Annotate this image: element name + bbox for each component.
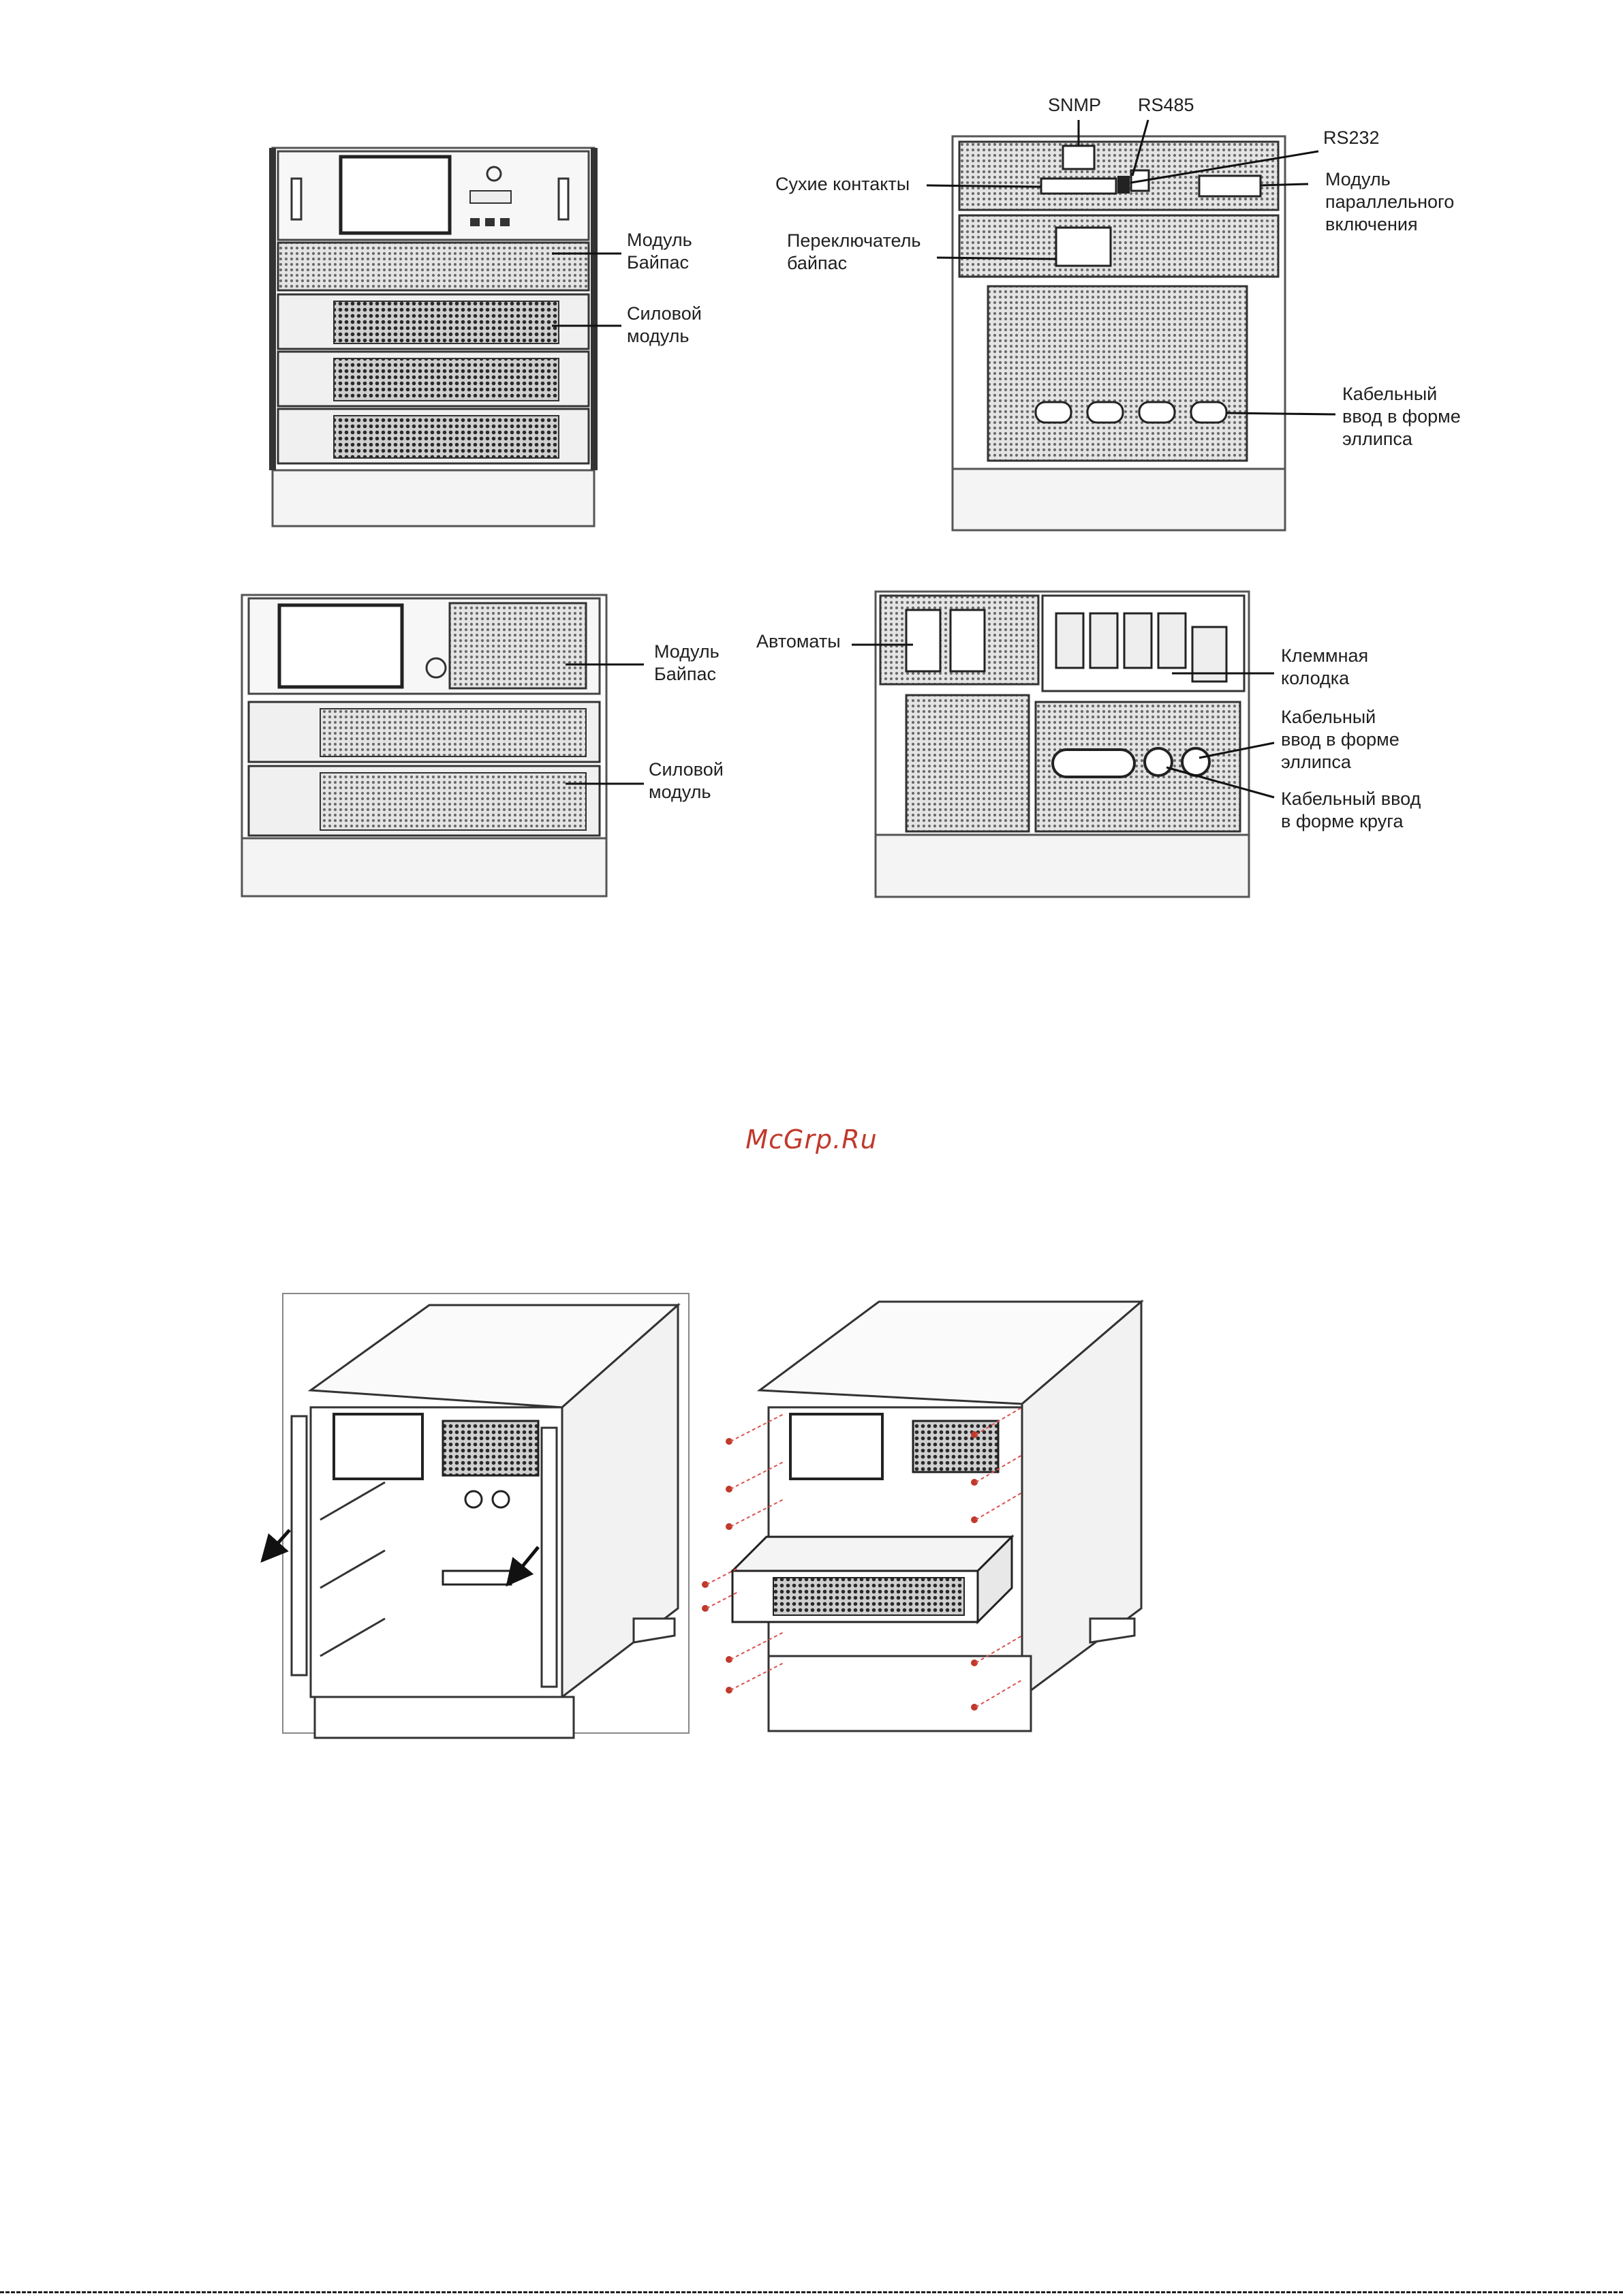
figure-2-rear-view xyxy=(927,120,1335,530)
figure-1-front-view xyxy=(273,148,621,526)
figure-6-module-installation xyxy=(732,1302,1141,1731)
label-rs232: RS232 xyxy=(1323,127,1380,148)
label-parallel-module: Модуль параллельного включения xyxy=(1325,169,1455,234)
label-cable-entry-round: Кабельный ввод в форме круга xyxy=(1281,789,1421,831)
label-dry-contacts: Сухие контакты xyxy=(775,174,910,194)
label-terminal-block: Клеммная колодка xyxy=(1281,645,1369,688)
watermark: McGrp.Ru xyxy=(745,1124,878,1154)
figure-3-front-view xyxy=(242,595,644,896)
label-bypass-switch: Переключатель байпас xyxy=(787,230,921,273)
page-bottom-rule xyxy=(0,2291,1623,2293)
label-power-module-fig3: Силовой модуль xyxy=(649,759,724,802)
figure-5-isometric-cabinet xyxy=(262,1294,689,1738)
label-breakers: Автоматы xyxy=(756,631,841,652)
label-cable-entry-ellipse-fig2: Кабельный ввод в форме эллипса xyxy=(1342,384,1461,449)
label-bypass-module-fig3: Модуль Байпас xyxy=(654,641,720,684)
label-power-module-fig1: Силовой модуль xyxy=(627,303,702,346)
label-rs485: RS485 xyxy=(1138,95,1194,115)
label-cable-entry-ellipse-fig4: Кабельный ввод в форме эллипса xyxy=(1281,707,1400,772)
label-bypass-module-fig1: Модуль Байпас xyxy=(627,230,692,273)
label-snmp: SNMP xyxy=(1048,95,1102,115)
figure-4-rear-view xyxy=(852,592,1274,897)
